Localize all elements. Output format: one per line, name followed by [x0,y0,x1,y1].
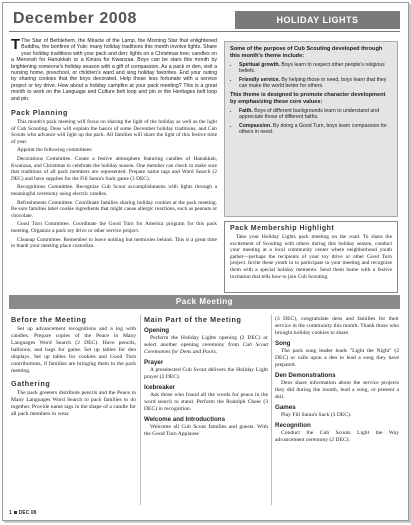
song-text: The pack song leader leads "Light the Night" (2 DEC) or calls upon a den to lead a song they have prepared. [275,348,399,368]
ceremonies-book-title: Cub Scout Ceremonies for Dens and Packs [144,342,268,355]
gathering-text: The pack greeters distribute pencils and the Peace in Many Languages Word Search to pack families to do together. Provide name tags in the shape of a candle for all pack members to wear. [11,390,136,417]
page-footer [9,510,36,516]
value-text: Boys of different backgrounds learn to understand and appreciate those of different faiths. [239,108,380,121]
column-divider [140,315,141,505]
planning-paragraph: Decorations Committee. Create a festive atmosphere featuring candles of Hanukkah, Kwanzaa, and Christmas to celebrate the holiday season. One member can check to make sure that traditions of all pack members are represented. Prepare name tags and Word Search (2 DEC) and have supplies for the Fill Santa's Sack game (3 DEC). [11,156,217,182]
icebreaker-text: Ask those who found all the words for peace in the word search to stand. Perform the Rudolph Cheer (3 DEC) in recognition. [144,392,268,412]
planning-paragraph: Cleanup Committee. Remember to leave nothing but memories behind. This is a great time to thank your meeting place custodian. [11,236,217,250]
opening-text-part: Perform the Holiday Lights opening (2 DEC) or select another opening ceremony from [144,335,268,348]
before-meeting-column [11,313,136,420]
purpose-text: Boys learn to respect other people's religious beliefs. [239,62,385,75]
value-term: Compassion. [239,122,272,129]
main-meeting-heading: Main Part of the Meeting [144,315,242,324]
value-item [239,108,392,120]
membership-heading: Pack Membership Highlight [230,225,335,232]
welcome-text: Welcome all Cub Scout families and guests. With the Good Turn Applause [144,424,268,437]
right-meeting-column [275,313,399,446]
value-text: By doing a Good Turn, boys learn compassion for others in need. [239,122,387,135]
prayer-heading: Prayer [144,359,164,366]
drop-cap: T [11,36,21,53]
intro-text: The Star of Bethlehem, the Miracle of the Lamp, the Morning Star that enlightened Buddha, the bonfires of Yule: many holiday traditions this month involve lights. Share your holiday traditions with your pack and den: lights on a Christmas tree; candles on a Menorah for Hanukkah or a Kinara for Kwanzaa. Boys can be stars this month by brightening someone's holiday season with a gift of compassion. As a pack or den, visit a nursing home, preschool, or children's ward and sing holiday favorites. End your outing by sharing cookies that the boys decorated. Help those less fortunate with a service project or toy drive. How about a holiday campfire at your pack meeting? This is a great month to work on the Language and Culture belt loop and pin or the Heritages belt loop and pin. [11,38,217,102]
value-item [239,123,392,135]
gathering-heading: Gathering [11,379,51,388]
planning-paragraph: Recognitions Committee. Recognize Cub Scout accomplishments with lights through a meaningful ceremony using electric candles. [11,184,217,197]
games-text: Play Fill Santa's Sack (3 DEC). [281,412,352,418]
intro-paragraph [11,38,217,102]
icebreaker-heading: Icebreaker [144,384,175,391]
pack-planning-heading: Pack Planning [11,108,68,118]
membership-highlight-box [224,221,398,293]
planning-paragraph: Appoint the following committees: [17,147,93,154]
program-helps-page [2,2,409,521]
membership-text: Take your Holiday Lights pack meeting on the road. To share the excitement of Scouting with others during this holiday season, conduct your meeting at a local community center where neighborhood youth gather—perhaps the recipients of your toy drive or other Good Turn project. Invite these youth in to participate in your meeting and recognize them with a special holiday memento. Send them home with a festive invitation that tells how to join Cub Scouting. [230,234,392,280]
welcome-heading: Welcome and Introductions [144,416,226,423]
purpose-box [224,41,398,217]
purpose-item [239,77,392,89]
pack-planning-body [11,119,217,250]
purpose-heading: Some of the purpose of Cub Scouting developed through this month's theme include: [230,46,383,59]
values-list [230,108,392,135]
footer-code: DEC 08 [18,510,37,516]
planning-paragraph: Good Turn Committee. Coordinate the Good Turn for America program for this pack meeting. Organize a pack toy drive or other service project. [11,221,217,234]
before-meeting-heading: Before the Meeting [11,315,87,324]
column-divider [271,315,272,505]
before-meeting-text: Set up advancement recognitions and a log with candles. Prepare copies of the Peace in Many Languages Word Search (2 DEC). Have pencils, balloons, and bags for game. Set up tables for den displays. Set up tables for cookies and Good Turn contributions, if families are bringing them to the pack meeting. [11,326,136,374]
planning-paragraph: Refreshments Committee. Coordinate families sharing holiday cookies at the pack meeting. Be sure families label cookie ingredients that might cause allergic reactions, such as peanuts or chocolate. [11,199,217,219]
recognition-heading: Recognition [275,422,311,429]
left-top-column [11,36,217,252]
page-number: 1 [9,510,12,516]
prayer-text: A preselected Cub Scout delivers the Holiday Light prayer (2 DEC). [144,367,268,380]
recognition-text: Conduct the Cub Scouts Light the Way advancement ceremony (2 DEC). [275,430,399,443]
month-title: December 2008 [13,10,137,27]
main-meeting-column [144,313,268,440]
purpose-term: Spiritual growth. [239,62,280,69]
planning-paragraph: This month's pack meeting will focus on sharing the light of the holiday as well as the light of Cub Scouting. Dens will explain the basics of some December holiday traditions, and Cub Scouts who advance will light up the pack. All families will share the light of this festive time of year. [11,119,217,145]
games-heading: Games [275,404,296,411]
purpose-text: By helping those in need, boys learn that they can make the world better for others. [239,76,387,89]
song-heading: Song [275,340,291,347]
values-heading: This theme is designed to promote character development by emphasizing these core values: [230,92,386,105]
purpose-list [230,62,392,89]
purpose-term: Friendly service. [239,76,280,83]
page-header [9,9,400,32]
purpose-item [239,62,392,74]
opening-heading: Opening [144,327,170,334]
den-demonstrations-heading: Den Demonstrations [275,372,336,379]
footer-square-icon [14,511,17,514]
theme-banner: HOLIDAY LIGHTS [235,11,400,29]
opening-text: Perform the Holiday Lights opening (2 DEC) or select another opening ceremony from Cub Scout Ceremonies for Dens and Packs. [144,335,268,355]
welcome-continued-text: (3 DEC), congratulate dens and families for their service in the community this month. Thank those who brought holiday cookies to share. [275,316,399,336]
den-demonstrations-text: Dens share information about the service projects they did during the month, lead a song, or present a skit. [275,380,399,400]
value-term: Faith. [239,108,253,115]
pack-meeting-banner: Pack Meeting [9,295,400,309]
